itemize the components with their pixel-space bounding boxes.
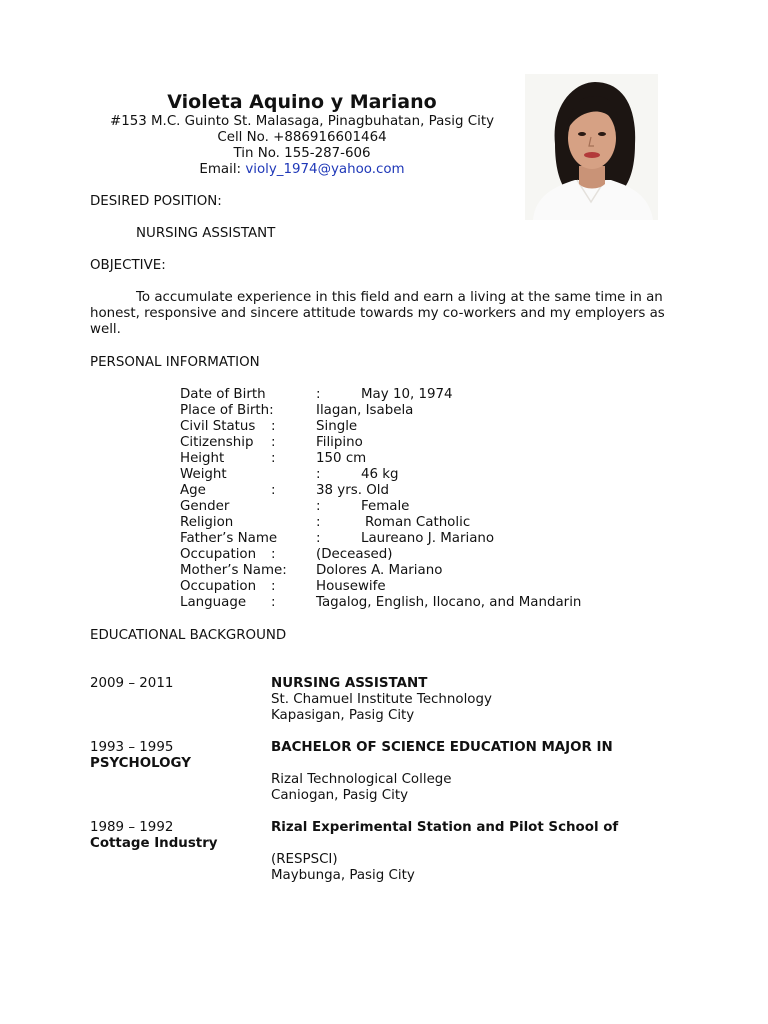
personal-info-separator: : bbox=[316, 499, 321, 514]
personal-info-separator: : bbox=[271, 547, 276, 562]
personal-info-value: Single bbox=[316, 419, 358, 434]
personal-info-label: Occupation bbox=[180, 547, 257, 562]
education-title-cont: Cottage Industry bbox=[90, 836, 218, 851]
personal-info-label: Religion bbox=[180, 515, 234, 530]
personal-info-value: Housewife bbox=[316, 579, 386, 594]
personal-info-value: Tagalog, English, Ilocano, and Mandarin bbox=[316, 595, 582, 610]
education-school: (RESPSCI) bbox=[271, 852, 338, 867]
education-years: 1993 – 1995 bbox=[90, 740, 174, 755]
personal-info-value: 38 yrs. Old bbox=[316, 483, 389, 498]
email-line bbox=[0, 162, 604, 178]
personal-info-value: May 10, 1974 bbox=[361, 387, 453, 402]
personal-info-separator: : bbox=[316, 467, 321, 482]
address: #153 M.C. Guinto St. Malasaga, Pinagbuhatan, Pasig City bbox=[109, 114, 495, 129]
personal-info-label: Mother’s Name: bbox=[180, 563, 287, 578]
education-years: 2009 – 2011 bbox=[90, 676, 174, 691]
personal-info-value: Roman Catholic bbox=[365, 515, 471, 530]
tin-number: Tin No. 155-287-606 bbox=[233, 146, 371, 161]
personal-info-value: Laureano J. Mariano bbox=[361, 531, 495, 546]
personal-info-label: Gender bbox=[180, 499, 230, 514]
objective-heading: OBJECTIVE: bbox=[90, 258, 166, 273]
personal-info-separator: : bbox=[271, 483, 276, 498]
personal-info-separator: : bbox=[271, 595, 276, 610]
personal-info-separator: : bbox=[271, 579, 276, 594]
objective-text bbox=[90, 290, 680, 338]
personal-info-label: Citizenship bbox=[180, 435, 254, 450]
personal-info-label: Occupation bbox=[180, 579, 257, 594]
personal-info-separator: : bbox=[271, 435, 276, 450]
cell-number: Cell No. +886916601464 bbox=[217, 130, 387, 145]
personal-info-separator: : bbox=[271, 419, 276, 434]
personal-info-separator: : bbox=[271, 451, 276, 466]
education-location: Caniogan, Pasig City bbox=[271, 788, 409, 803]
personal-info-value: (Deceased) bbox=[316, 547, 393, 562]
personal-info-value: Ilagan, Isabela bbox=[316, 403, 414, 418]
education-title: BACHELOR OF SCIENCE EDUCATION MAJOR IN bbox=[271, 740, 613, 755]
personal-info-separator: : bbox=[316, 531, 321, 546]
personal-info-value: 46 kg bbox=[361, 467, 399, 482]
personal-info-label: Father’s Name bbox=[180, 531, 278, 546]
personal-info-label: Language bbox=[180, 595, 247, 610]
desired-position-value: NURSING ASSISTANT bbox=[136, 226, 276, 241]
personal-info-value: Dolores A. Mariano bbox=[316, 563, 443, 578]
education-school: St. Chamuel Institute Technology bbox=[271, 692, 492, 707]
objective-body: To accumulate experience in this field and earn a living at the same time in an honest, responsive and sincere attitude towards my co-workers and my employers as well. bbox=[90, 290, 665, 337]
education-title: Rizal Experimental Station and Pilot School of bbox=[271, 820, 619, 835]
education-location: Maybunga, Pasig City bbox=[271, 868, 415, 883]
personal-info-label: Weight bbox=[180, 467, 227, 482]
personal-info-value: 150 cm bbox=[316, 451, 367, 466]
personal-info-heading: PERSONAL INFORMATION bbox=[90, 355, 260, 370]
personal-info-value: Female bbox=[361, 499, 410, 514]
personal-info-label: Place of Birth: bbox=[180, 403, 274, 418]
education-years: 1989 – 1992 bbox=[90, 820, 174, 835]
resume-name: Violeta Aquino y Mariano bbox=[167, 91, 437, 113]
education-title-cont: PSYCHOLOGY bbox=[90, 756, 191, 771]
education-title: NURSING ASSISTANT bbox=[271, 676, 428, 691]
education-location: Kapasigan, Pasig City bbox=[271, 708, 415, 723]
personal-info-label: Age bbox=[180, 483, 206, 498]
email-label: Email: bbox=[199, 162, 246, 177]
desired-position-heading: DESIRED POSITION: bbox=[90, 194, 222, 209]
personal-info-separator: : bbox=[316, 387, 321, 402]
personal-info-value: Filipino bbox=[316, 435, 363, 450]
education-heading: EDUCATIONAL BACKGROUND bbox=[90, 628, 287, 643]
personal-info-label: Height bbox=[180, 451, 225, 466]
personal-info-separator: : bbox=[316, 515, 321, 530]
education-school: Rizal Technological College bbox=[271, 772, 452, 787]
email-link[interactable]: violy_1974@yahoo.com bbox=[245, 162, 405, 177]
personal-info-label: Date of Birth bbox=[180, 387, 266, 402]
personal-info-label: Civil Status bbox=[180, 419, 256, 434]
portrait-photo bbox=[525, 74, 658, 220]
